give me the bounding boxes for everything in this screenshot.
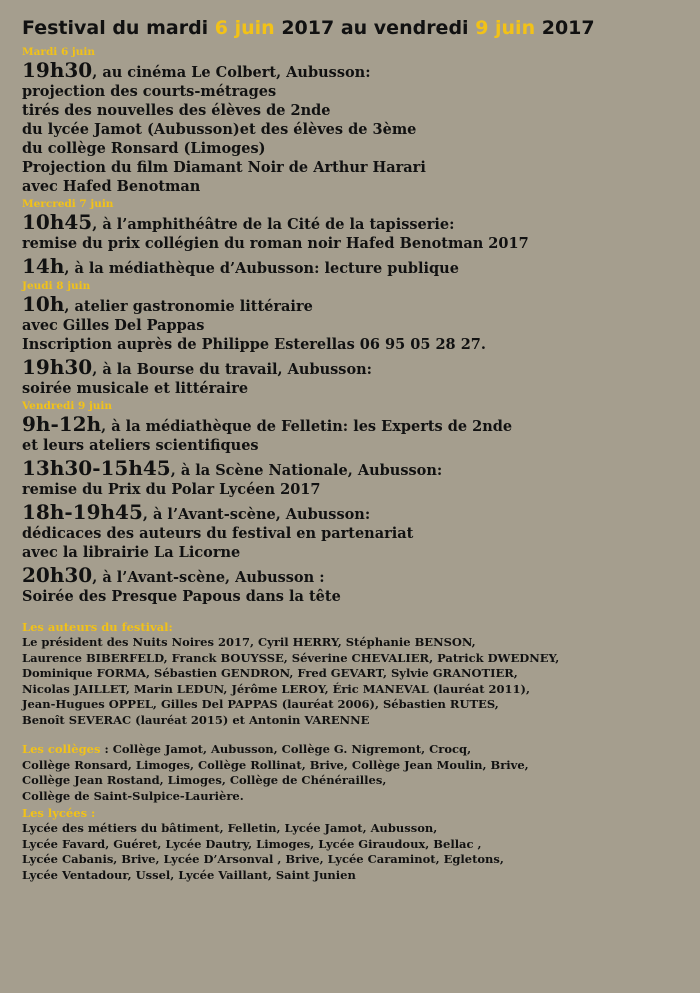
event-line (22, 211, 700, 234)
title-middle: 2017 au vendredi (274, 17, 476, 39)
college-line: Collège Ronsard, Limoges, Collège Rollinat, Brive, Collège Jean Moulin, Brive, (22, 757, 529, 772)
event-time: 10h45 (22, 210, 93, 234)
event-line (22, 139, 700, 158)
author-line: Le président des Nuits Noires 2017, Cyril HERRY, Stéphanie BENSON, (22, 635, 476, 649)
event-line (22, 82, 700, 101)
event-text: projection des courts-métrages (22, 83, 277, 100)
college-line: Collège de Saint-Sulpice-Laurière. (22, 788, 244, 803)
event-line (22, 120, 700, 139)
event-line (22, 524, 700, 543)
event-time: 10h (22, 292, 65, 316)
day-label: Vendredi 9 juin (22, 400, 113, 412)
colleges-label: Les collèges (22, 742, 101, 756)
lycee-line: Lycée Favard, Guéret, Lycée Dautry, Limoges, Lycée Giraudoux, Bellac , (22, 836, 482, 851)
author-line: Dominique FORMA, Sébastien GENDRON, Fred GEVART, Sylvie GRANOTIER, (22, 666, 518, 680)
festival-title (22, 14, 700, 42)
event-line (22, 480, 700, 499)
author-line: Nicolas JAILLET, Marin LEDUN, Jérôme LEROY, Éric MANEVAL (lauréat 2011), (22, 681, 530, 696)
event-time: 18h-19h45 (22, 500, 143, 524)
colleges-section (22, 742, 700, 804)
event-line (22, 436, 700, 455)
author-line: Benoît SEVERAC (lauréat 2015) et Antonin VARENNE (22, 712, 370, 727)
event-line (22, 543, 700, 562)
event-text: du collège Ronsard (Limoges) (22, 140, 266, 157)
colleges-first-text: : Collège Jamot, Aubusson, Collège G. Nigremont, Crocq, (100, 742, 472, 756)
event-text: avec Hafed Benotman (22, 178, 201, 195)
colleges-list (22, 758, 700, 805)
event-text: , à la médiathèque de Felletin: les Experts de 2nde (101, 418, 513, 435)
event-line (22, 335, 700, 354)
event-time: 13h30-15h45 (22, 456, 171, 480)
event-text: , à la médiathèque d’Aubusson: lecture publique (64, 260, 459, 277)
event-text: dédicaces des auteurs du festival en partenariat (22, 525, 414, 542)
event-text: du lycée Jamot (Aubusson)et des élèves de 3ème (22, 121, 417, 138)
lycee-line: Lycée Ventadour, Ussel, Lycée Vaillant, Saint Junien (22, 867, 356, 882)
event-text: remise du prix collégien du roman noir Hafed Benotman 2017 (22, 235, 529, 252)
event-line (22, 255, 700, 278)
event (22, 255, 700, 278)
event-line (22, 158, 700, 177)
event-text: avec Gilles Del Pappas (22, 317, 205, 334)
event-text: , au cinéma Le Colbert, Aubusson: (92, 64, 371, 81)
event (22, 211, 700, 253)
title-start-date: 6 juin (214, 17, 275, 39)
event-text: soirée musicale et littéraire (22, 380, 249, 397)
event-text: Inscription auprès de Philippe Esterellas 06 95 05 28 27. (22, 336, 486, 353)
event-time: 19h30 (22, 58, 93, 82)
event-time: 20h30 (22, 563, 93, 587)
event-line (22, 293, 700, 316)
event-line (22, 316, 700, 335)
lycee-line: Lycée des métiers du bâtiment, Felletin, Lycée Jamot, Aubusson, (22, 821, 438, 835)
event (22, 59, 700, 196)
event-line (22, 101, 700, 120)
event-text: Soirée des Presque Papous dans la tête (22, 588, 341, 605)
event-line (22, 413, 700, 436)
author-line: Jean-Hugues OPPEL, Gilles Del PAPPAS (lauréat 2006), Sébastien RUTES, (22, 697, 499, 711)
event-text: avec la librairie La Licorne (22, 544, 241, 561)
schedule (22, 46, 700, 606)
event-text: tirés des nouvelles des élèves de 2nde (22, 102, 331, 119)
event-time: 9h-12h (22, 412, 102, 436)
event-text: , à la Bourse du travail, Aubusson: (92, 361, 373, 378)
authors-label: Les auteurs du festival: (22, 620, 173, 634)
lycee-line: Lycée Cabanis, Brive, Lycée D’Arsonval , Brive, Lycée Caraminot, Egletons, (22, 852, 504, 866)
event-line (22, 177, 700, 196)
lycees-section (22, 806, 700, 883)
event-text: Projection du film Diamant Noir de Arthur Harari (22, 159, 426, 176)
day-label: Mercredi 7 juin (22, 198, 114, 210)
event-time: 19h30 (22, 355, 93, 379)
title-suffix: 2017 (535, 17, 595, 39)
event (22, 413, 700, 455)
event-line (22, 59, 700, 82)
event-line (22, 564, 700, 587)
college-line: Collège Jean Rostand, Limoges, Collège de Chénérailles, (22, 773, 387, 787)
event-text: , atelier gastronomie littéraire (64, 298, 313, 315)
event-line (22, 501, 700, 524)
authors-section (22, 620, 700, 728)
event-time: 14h (22, 254, 65, 278)
event (22, 356, 700, 398)
event (22, 293, 700, 354)
title-end-date: 9 juin (475, 17, 536, 39)
event (22, 564, 700, 606)
colleges-first-line (22, 742, 700, 758)
author-line: Laurence BIBERFELD, Franck BOUYSSE, Séverine CHEVALIER, Patrick DWEDNEY, (22, 650, 560, 665)
lycees-list (22, 821, 700, 883)
event-line (22, 379, 700, 398)
event-text: , à l’Avant-scène, Aubusson : (92, 569, 325, 586)
event-text: remise du Prix du Polar Lycéen 2017 (22, 481, 321, 498)
event (22, 457, 700, 499)
event-text: , à l’Avant-scène, Aubusson: (142, 506, 371, 523)
event-line (22, 587, 700, 606)
event-text: et leurs ateliers scientifiques (22, 437, 259, 454)
event-line (22, 234, 700, 253)
lycees-label: Les lycées : (22, 806, 96, 820)
day-label: Mardi 6 juin (22, 46, 95, 58)
event-text: , à l’amphithéâtre de la Cité de la tapisserie: (92, 216, 455, 233)
event-line (22, 457, 700, 480)
authors-list (22, 635, 700, 728)
event-text: , à la Scène Nationale, Aubusson: (170, 462, 443, 479)
title-prefix: Festival du mardi (22, 17, 215, 39)
day-label: Jeudi 8 juin (22, 280, 91, 292)
event-line (22, 356, 700, 379)
event (22, 501, 700, 562)
